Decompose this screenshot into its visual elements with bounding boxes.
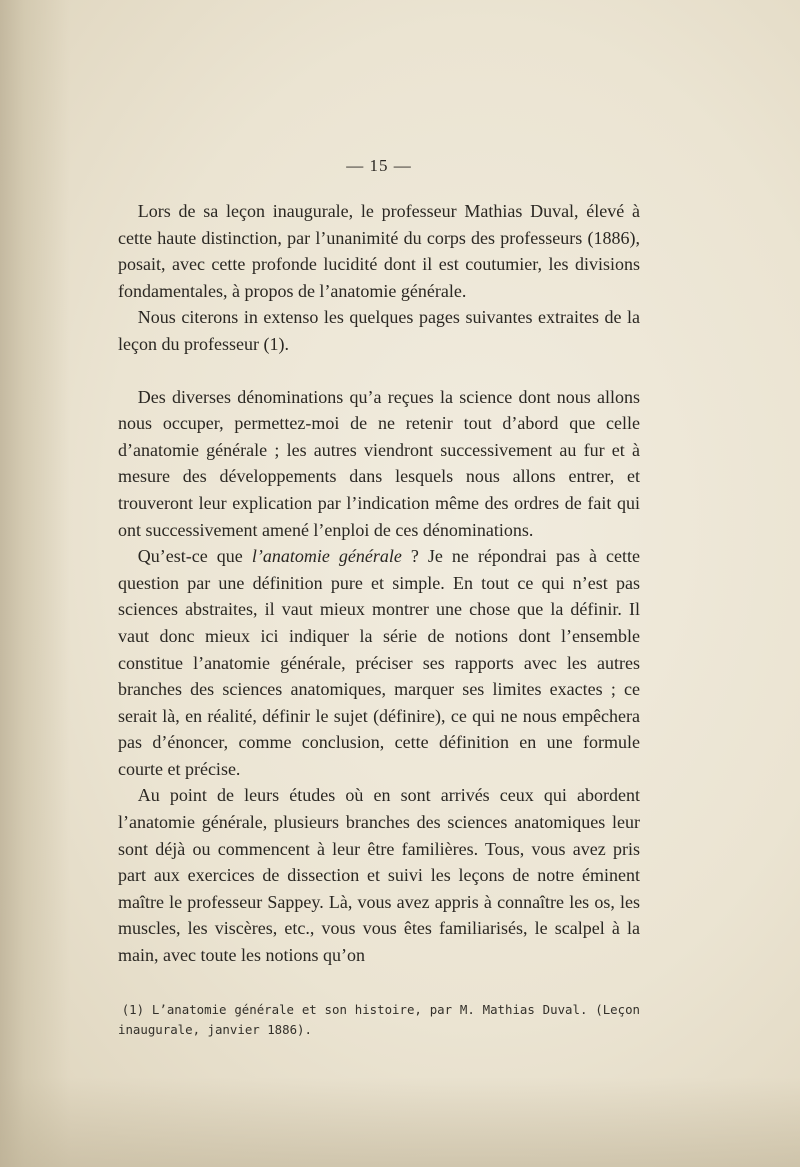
italic-term: l’anatomie générale [251, 546, 402, 567]
footnote: (1) L’anatomie générale et son histoire, par M. Mathias Duval. (Leçon inaugurale, janvier 1886). [118, 1002, 640, 1037]
paragraph-4 [118, 543, 640, 782]
paragraph-1: Lors de sa leçon inaugurale, le professeur Mathias Duval, élevé à cette haute distinction, par l’unanimité du corps des professeurs (1886), posait, avec cette profonde lucidité dont il est coutumier, les divisions fondamentales, à propos de l’anatomie générale. [118, 201, 640, 301]
paragraph-4-lead: Qu’est-ce que [137, 546, 252, 567]
page-bottom-stain [0, 1077, 800, 1167]
page-gutter-shadow [0, 0, 70, 1167]
paragraph-3: Des diverses dénominations qu’a reçues la science dont nous allons nous occuper, permettez-moi de ne retenir tout d’abord que celle d’anatomie générale ; les autres viendront successivement au fur et à mesure des développements dans lesquels nous allons entrer, et trouveront leur explication par l’indication même des ordres de fait qui ont successivement amené l’enploi de ces dénominations. [118, 386, 640, 540]
paragraph-4-rest: ? Je ne répondrai pas à cette question par une définition pure et simple. En tout ce qui n’est pas sciences abstraites, il vaut mieux montrer une chose que la définir. Il vaut donc mieux ici indiquer la série de notions dont l’ensemble constitue l’anatomie générale, préciser ses rapports avec les autres branches des sciences anatomiques, marquer ses limites exactes ; ce serait là, en réalité, définir le sujet (définire), ce qui ne nous empêchera pas d’énoncer, comme conclusion, cette définition en une formule courte et précise. [118, 546, 640, 779]
page-body [118, 150, 640, 969]
paragraph-2: Nous citerons in extenso les quelques pages suivantes extraites de la leçon du professeur (1). [118, 307, 640, 354]
paragraph-5: Au point de leurs études où en sont arrivés ceux qui abordent l’anatomie générale, plusieurs branches des sciences anatomiques leur sont déjà ou commencent à leur être familières. Tous, vous avez pris part aux exercices de dissection et suivi les leçons de notre éminent maître le professeur Sappey. Là, vous avez appris à connaître les os, les muscles, les viscères, etc., vous vous êtes familiarisés, le scalpel à la main, avec toute les notions qu’on [118, 785, 640, 966]
page-number: — 15 — [346, 156, 412, 175]
